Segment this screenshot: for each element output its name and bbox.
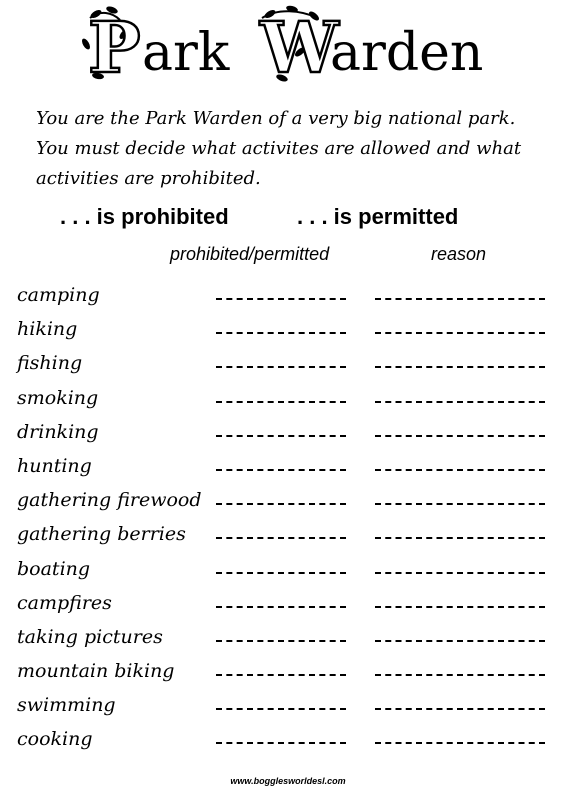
activity-row [17, 385, 557, 419]
activity-row [17, 350, 557, 384]
status-blank[interactable] [216, 674, 346, 676]
activity-row [17, 521, 557, 555]
activity-row [17, 453, 557, 487]
title-initial-p: P [88, 6, 141, 88]
activity-label: camping [17, 284, 100, 306]
status-blank[interactable] [216, 572, 346, 574]
title-rest-arden: arden [330, 23, 484, 83]
reason-blank[interactable] [375, 640, 545, 642]
column-header-status: prohibited/permitted [170, 244, 330, 264]
activity-row [17, 726, 557, 760]
reason-blank[interactable] [375, 298, 545, 300]
activity-label: drinking [17, 420, 99, 443]
status-blank[interactable] [216, 366, 346, 368]
status-blank[interactable] [216, 640, 346, 642]
status-blank[interactable] [216, 332, 346, 334]
intro-line: You are the Park Warden of a very big national park. [36, 108, 516, 129]
status-blank[interactable] [216, 401, 346, 403]
activity-row [17, 590, 557, 624]
status-blank[interactable] [216, 469, 346, 471]
activity-label: boating [17, 557, 91, 580]
activity-label: hiking [17, 318, 78, 341]
status-blank[interactable] [216, 298, 346, 300]
reason-blank[interactable] [375, 469, 545, 471]
intro-line: You must decide what activites are allowed and what [36, 138, 522, 159]
phrase-examples [60, 204, 560, 238]
reason-blank[interactable] [375, 674, 545, 676]
activity-row [17, 624, 557, 658]
reason-blank[interactable] [375, 332, 545, 334]
reason-blank[interactable] [375, 435, 545, 437]
title-word-park [80, 5, 229, 88]
reason-blank[interactable] [375, 606, 545, 608]
activity-label: gathering berries [17, 523, 186, 546]
status-blank[interactable] [216, 606, 346, 608]
activity-label: swimming [17, 694, 116, 717]
worksheet-title [0, 4, 576, 88]
status-blank[interactable] [216, 503, 346, 505]
reason-blank[interactable] [375, 572, 545, 574]
activity-row [17, 419, 557, 453]
intro-paragraph [36, 104, 556, 194]
title-initial-w: W [260, 6, 339, 88]
activity-label: fishing [17, 352, 83, 375]
reason-blank[interactable] [375, 742, 545, 744]
reason-blank[interactable] [375, 366, 545, 368]
title-rest-ark: ark [142, 23, 230, 83]
activity-label: hunting [17, 454, 92, 477]
activity-row [17, 556, 557, 590]
activity-label: smoking [17, 386, 99, 409]
activity-label: campfires [17, 591, 112, 614]
activity-list [17, 282, 557, 761]
reason-blank[interactable] [375, 503, 545, 505]
activity-row [17, 692, 557, 726]
activity-row [17, 487, 557, 521]
reason-blank[interactable] [375, 401, 545, 403]
activity-row [17, 658, 557, 692]
activity-row [17, 282, 557, 316]
column-header-reason: reason [431, 244, 487, 264]
reason-blank[interactable] [375, 708, 545, 710]
activity-label: taking pictures [17, 625, 163, 648]
intro-line: activities are prohibited. [36, 168, 261, 189]
activity-label: gathering firewood [17, 489, 202, 512]
reason-blank[interactable] [375, 537, 545, 539]
phrase-is-permitted: . . . is permitted [297, 204, 459, 229]
status-blank[interactable] [216, 742, 346, 744]
status-blank[interactable] [216, 435, 346, 437]
status-blank[interactable] [216, 708, 346, 710]
phrase-is-prohibited: . . . is prohibited [60, 204, 229, 229]
title-word-warden [259, 5, 483, 88]
activity-row [17, 316, 557, 350]
status-blank[interactable] [216, 537, 346, 539]
footer-url: www.bogglesworldesl.com [230, 776, 346, 786]
activity-label: cooking [17, 728, 93, 751]
activity-label: mountain biking [17, 660, 175, 683]
